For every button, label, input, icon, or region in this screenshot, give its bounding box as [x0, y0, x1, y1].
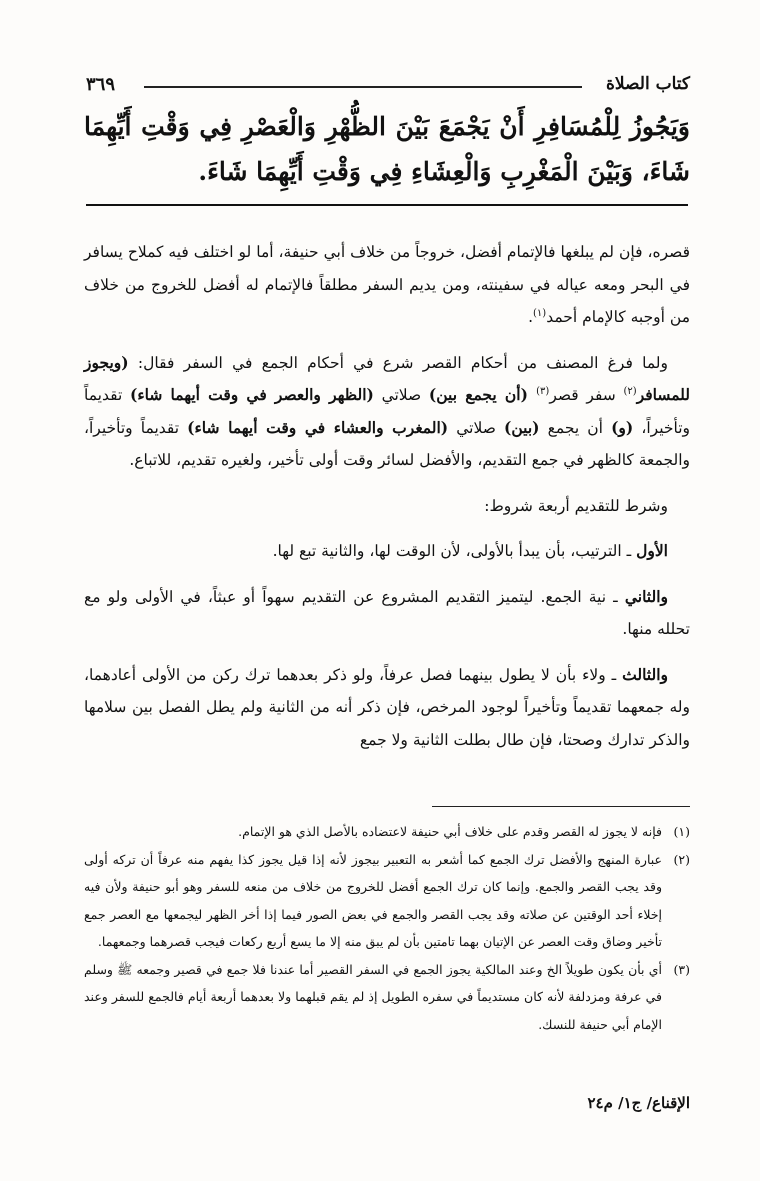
- condition-1: الأول ـ الترتيب، بأن يبدأ بالأولى، لأن الوقت لها، والثانية تبع لها.: [272, 541, 668, 560]
- footnote-text: عبارة المنهج والأفضل ترك الجمع كما أشعر به التعبير بيجوز لأنه إذا قيل يجوز كذا يفهم منه عرفاً أن تركه أولى وقد يجب القصر والجمع. وإنما كان ترك الجمع أفضل للخروج من خلاف من منعه للسفر وهو أبو حنيفة ولأن فيه إخلاء أحد الوقتين عن صلاته وقد يجب القصر والجمع في بعض الصور فيما إذا أخر الظهر ليجمعها مع العصر جمع تأخير وضاق وقت العصر عن الإتيان بهما تامتين بأن لم يبق منه إلا ما يسع أربع ركعات فيجب قصرهما وجمعهما.: [84, 851, 662, 949]
- footnote-2: [84, 846, 690, 956]
- footnote-1: [84, 818, 690, 846]
- paragraph-2: ولما فرغ المصنف من أحكام القصر شرع في أحكام الجمع في السفر فقال: (ويجوز للمسافر$^{(٢)}$ سفر قصر$^{(٣)}$ (أن يجمع بين) صلاتي (الظهر والعصر في وقت أيهما شاء) تقديماً وتأخيراً، (و) أن يجمع (بين) صلاتي (المغرب والعشاء في وقت أيهما شاء) تقديماً وتأخيراً، والجمعة كالظهر في جمع التقديم، والأفضل لسائر وقت أولى تأخير، ولغيره تقديم، للاتباع.: [84, 352, 691, 469]
- footnotes: [84, 818, 690, 1038]
- printer-signature: الإقناع/ ج١/ م٢٤: [587, 1094, 690, 1112]
- footnote-number: (١): [673, 824, 690, 839]
- running-header: [86, 74, 690, 100]
- footnote-text: أي بأن يكون طويلاً الخ وعند المالكية يجوز الجمع في السفر القصير أما عندنا فلا جمع في قصير وجمعه ﷺ وسلم في عرفة ومزدلفة لأنه كان مستديماً في سفره الطويل إذ لم يقم قبلهما ولا بعدهما أربعة أيام فالجمع للسفر وعند الإمام أبي حنيفة للنسك.: [84, 961, 662, 1032]
- commentary-body: [84, 236, 690, 769]
- footnote-divider: [432, 806, 690, 807]
- footnote-ref-3[interactable]: (٣): [536, 385, 550, 397]
- footnote-3: [84, 956, 690, 1039]
- footnote-number: (٢): [673, 851, 690, 867]
- matn-text: وَيَجُوزُ لِلْمُسَافِرِ أَنْ يَجْمَعَ بَيْنَ الظُّهْرِ وَالْعَصْرِ فِي وَقْتِ أَيِّهِمَا شَاءَ، وَبَيْنَ الْمَغْرِبِ وَالْعِشَاءِ فِي وَقْتِ أَيِّهِمَا شَاءَ.: [84, 112, 690, 186]
- condition-label: والثاني: [624, 586, 668, 606]
- condition-3: والثالث ـ ولاء بأن لا يطول بينهما فصل عرفاً، ولو ذكر بعدهما ترك ركن من الأولى أعادهما، وله جمعهما تقديماً وتأخيراً لوجود المرخص، فإن ذكر أنه من الثانية ولم يطل الفصل بين سلامها والذكر تدارك وصحتا، فإن طال بطلت الثانية ولا جمع: [84, 664, 690, 749]
- paragraph-3: وشرط للتقديم أربعة شروط:: [484, 496, 668, 515]
- footnote-ref-1[interactable]: (١): [533, 307, 547, 319]
- footnote-text: فإنه لا يجوز له القصر وقدم على خلاف أبي حنيفة لاعتضاده بالأصل الذي هو الإتمام.: [238, 824, 662, 839]
- chapter-title: كتاب الصلاة: [605, 74, 690, 94]
- footnote-ref-2[interactable]: (٢): [623, 385, 637, 397]
- page-number: ٣٦٩: [86, 74, 116, 95]
- header-rule: [144, 86, 582, 88]
- condition-label: الأول: [636, 541, 668, 560]
- matn-divider: [86, 204, 688, 206]
- condition-2: والثاني ـ نية الجمع. ليتميز التقديم المشروع عن التقديم سهواً أو عبثاً، في الأولى ولو مع تحلله منها.: [84, 586, 690, 638]
- paragraph-1: قصره، فإن لم يبلغها فالإتمام أفضل، خروجاً من خلاف أبي حنيفة، أما لو اختلف فيه كملاح يسافر في البحر ومعه عياله في سفينته، ومن يديم السفر مطلقاً فالإتمام له أفضل للخروج من خلاف من أوجبه كالإمام أحمد$^{(١)}$.: [84, 243, 690, 326]
- footnote-number: (٣): [673, 961, 690, 977]
- condition-label: والثالث: [622, 664, 668, 684]
